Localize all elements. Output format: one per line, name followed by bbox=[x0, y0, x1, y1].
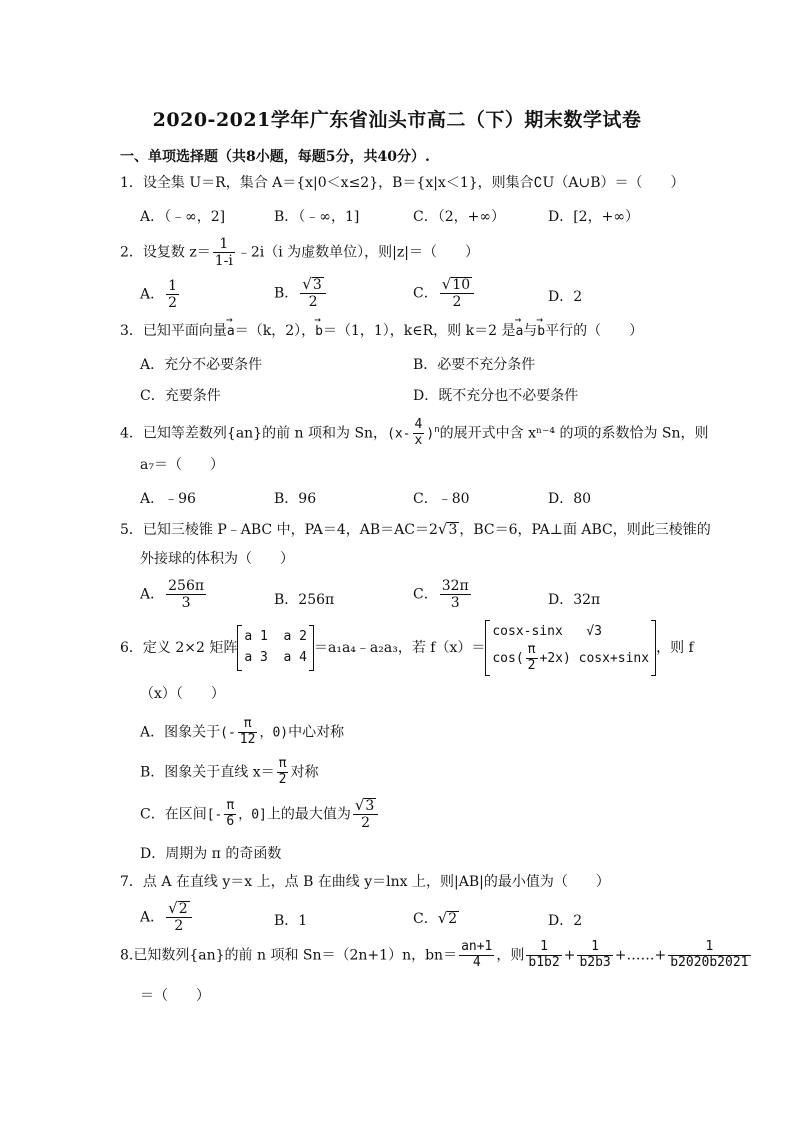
question-6-option-b: B．图象关于直线 x＝ $\frac{\pi}{2}$ 对称 bbox=[140, 756, 319, 787]
question-4-line2: a₇＝（ ） bbox=[140, 457, 224, 473]
question-7-option-b: B．1 bbox=[274, 913, 308, 929]
question-5-option-a: A． $\frac{256\pi}{3}$ bbox=[140, 578, 205, 612]
question-2-option-a: A． $\frac{1}{2}$ bbox=[140, 278, 178, 312]
question-4-option-a: A．﹣96 bbox=[140, 491, 196, 507]
question-2-option-b: B． $\frac{√3}{2}$ bbox=[274, 276, 328, 310]
question-5-option-d: D．32π bbox=[548, 592, 601, 608]
question-3-option-b: B．必要不充分条件 bbox=[413, 357, 536, 373]
question-4-option-b: B．96 bbox=[274, 491, 317, 507]
section-heading: 一、单项选择题（共8小题，每题5分，共40分）. bbox=[120, 149, 430, 165]
question-8-line2: ＝（ ） bbox=[140, 988, 210, 1004]
question-2-option-d: D．2 bbox=[548, 289, 583, 305]
question-4-stem: 4．已知等差数列{an}的前 n 项和为 Sn，(x- $\frac{4}{x}$ )$^n$的展开式中含 xⁿ⁻⁴ 的项的系数恰为 Sn，则 bbox=[120, 417, 709, 448]
question-5-option-c: C． $\frac{32\pi}{3}$ bbox=[413, 578, 469, 612]
question-5-line1: 5．已知三棱锥 P﹣ABC 中，PA＝4，AB＝AC＝2√3 ，BC＝6，PA⊥面 ABC，则此三棱锥的 bbox=[120, 520, 711, 538]
question-8-stem: 8.已知数列{an}的前 n 项和 Sn＝（2n+1）n，bn＝ $\frac{an+1}{4}$ ，则 $\frac{1}{b1b2}$ + $\frac{1}{b2b3}$ +……+ $\frac{1}{b2020b2021}$ bbox=[120, 939, 749, 970]
question-5-line2: 外接球的体积为（ ） bbox=[140, 551, 294, 567]
page-title: 2020-2021学年广东省汕头市高二（下）期末数学试卷 bbox=[152, 109, 642, 131]
question-6-stem: 6．定义 2×2 矩阵 a 1 a 2 a 3 a 4 ＝a₁a₄﹣a₂a₃，若 f（x）＝ cosx-sinx √3 cos( $\frac{\pi}{2}$ +2x) cosx+sinx ，则 f bbox=[120, 620, 694, 676]
question-7-option-d: D．2 bbox=[548, 913, 583, 929]
question-5-option-b: B．256π bbox=[274, 592, 335, 608]
question-4-option-d: D．80 bbox=[548, 491, 592, 507]
question-2-stem: 2．设复数 z＝ $\frac{1}{1-i}$ ﹣2i（i 为虚数单位），则|z|＝（ ） bbox=[120, 236, 479, 270]
question-3-option-d: D．既不充分也不必要条件 bbox=[413, 388, 579, 404]
question-3-stem: 3．已知平面向量→ a＝（k，2），→ b＝（1，1），k∈R，则 k＝2 是→ a与→ b平行的（ ） bbox=[120, 323, 643, 340]
question-6-option-c: C．在区间[- $\frac{\pi}{6}$ ，0]上的最大值为 $\frac{√3}{2}$ bbox=[140, 797, 380, 831]
question-1-option-c: C．（2，+∞） bbox=[413, 209, 506, 225]
question-6-option-a: A．图象关于(- $\frac{\pi}{12}$ ，0)中心对称 bbox=[140, 716, 345, 747]
question-7-option-a: A． $\frac{√2}{2}$ bbox=[140, 900, 194, 934]
question-3-option-c: C．充要条件 bbox=[140, 388, 221, 404]
vector-b: → b bbox=[315, 324, 323, 340]
matrix-2x2: a 1 a 2 a 3 a 4 bbox=[237, 625, 314, 671]
vector-a: → a bbox=[227, 324, 235, 340]
question-1-stem: 1．设全集 U＝R，集合 A＝{x|0＜x≤2}，B＝{x|x＜1}，则集合∁U（A∪B）＝（ ） bbox=[120, 175, 685, 191]
fraction: $\frac{1}{1-i}$ bbox=[214, 236, 233, 270]
question-2-option-c: C． $\frac{√10}{2}$ bbox=[413, 276, 476, 310]
question-4-option-c: C．﹣80 bbox=[413, 491, 470, 507]
question-3-option-a: A．充分不必要条件 bbox=[140, 357, 263, 373]
matrix-f: cosx-sinx √3 cos( $\frac{\pi}{2}$ +2x) cosx+sinx bbox=[485, 620, 656, 676]
question-6-option-d: D．周期为 π 的奇函数 bbox=[140, 846, 282, 862]
question-1-option-b: B．（﹣∞，1] bbox=[274, 209, 360, 225]
question-7-option-c: C．√2 bbox=[413, 909, 458, 927]
question-6-line2: （x）（ ） bbox=[140, 686, 225, 702]
question-1-option-a: A．（﹣∞，2] bbox=[140, 209, 226, 225]
question-1-option-d: D．[2，+∞） bbox=[548, 209, 639, 225]
question-7-stem: 7．点 A 在直线 y＝x 上，点 B 在曲线 y＝lnx 上，则|AB|的最小值为（ ） bbox=[120, 874, 610, 890]
